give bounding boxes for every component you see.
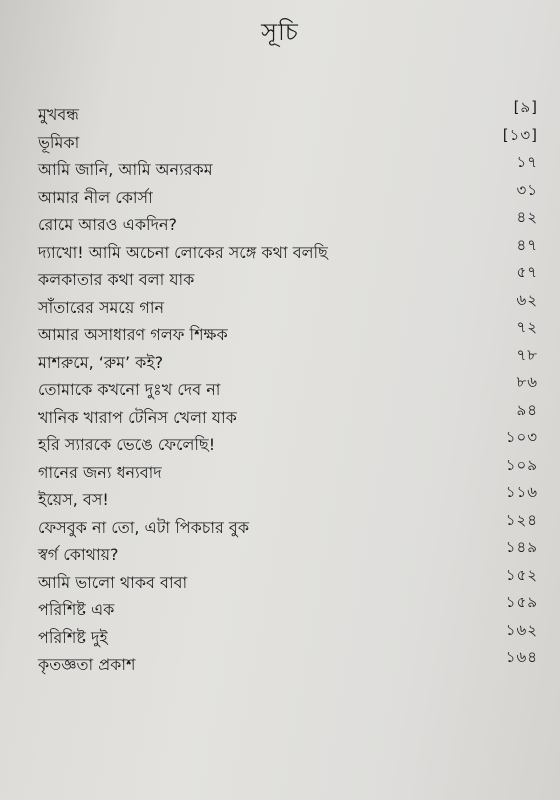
toc-entry-page-number: ৯৪	[516, 400, 538, 419]
toc-entry-title: তোমাকে কখনো দুঃখ দেব না	[38, 380, 221, 399]
toc-entry-page-number: ১০৩	[505, 428, 538, 446]
toc-entry-page-number: ১৭	[516, 153, 538, 171]
toc-entry-title: ভূমিকা	[38, 132, 80, 152]
toc-row	[38, 206, 538, 234]
toc-entry-title: আমার নীল কোর্সা	[38, 187, 153, 207]
toc-entry-page-number: [১৩]	[502, 125, 538, 144]
toc-entry-title: খানিক খারাপ টেনিস খেলা যাক	[38, 407, 237, 427]
toc-entry-title: হরি স্যারকে ভেঙে ফেলেছি!	[38, 435, 216, 454]
toc-row	[38, 426, 538, 454]
toc-entry-page-number: [৯]	[513, 98, 538, 116]
toc-row	[38, 646, 538, 674]
toc-entry-title: গানের জন্য ধন্যবাদ	[38, 462, 162, 482]
toc-entry-page-number: ৮৬	[516, 373, 538, 391]
toc-entry-title: ফেসবুক না তো, এটা পিকচার বুক	[38, 517, 250, 537]
toc-row	[38, 96, 538, 124]
toc-row	[38, 344, 538, 372]
page-title: সূচি	[261, 18, 299, 46]
toc-entry-title: ইয়েস, বস!	[38, 490, 109, 509]
toc-entry-title: রোমে আরও একদিন?	[38, 215, 178, 234]
toc-entry-page-number: ৩১	[516, 180, 538, 199]
toc-entry-page-number: ৪২	[516, 208, 538, 226]
toc-entry-page-number: ১০৯	[505, 455, 538, 474]
toc-row	[38, 454, 538, 482]
toc-entry-title: দ্যাখো! আমি অচেনা লোকের সঙ্গে কথা বলছি	[38, 242, 328, 262]
toc-row	[38, 316, 538, 344]
toc-row	[38, 564, 538, 592]
toc-entry-title: মুখবন্ধ	[38, 105, 79, 124]
toc-entry-title: কলকাতার কথা বলা যাক	[38, 270, 195, 289]
toc-entry-page-number: ১১৬	[505, 483, 538, 501]
table-of-contents	[38, 96, 538, 674]
toc-entry-page-number: ৭৮	[516, 345, 538, 364]
toc-entry-page-number: ৬২	[516, 290, 538, 309]
toc-entry-page-number: ১৫২	[505, 565, 538, 584]
toc-row	[38, 234, 538, 262]
toc-entry-page-number: ১৬২	[505, 620, 538, 639]
toc-entry-page-number: ১৬৪	[505, 648, 538, 666]
toc-row	[38, 536, 538, 564]
toc-entry-title: পরিশিষ্ট দুই	[38, 627, 108, 647]
toc-row	[38, 509, 538, 537]
toc-row	[38, 591, 538, 619]
toc-row	[38, 261, 538, 289]
toc-entry-title: মাশরুমে, ‘রুম’ কই?	[38, 352, 164, 372]
toc-entry-title: আমার অসাধারণ গলফ শিক্ষক	[38, 325, 228, 344]
toc-row	[38, 371, 538, 399]
toc-entry-page-number: ১২৪	[505, 510, 538, 529]
toc-row	[38, 481, 538, 509]
toc-entry-page-number: ৪৭	[516, 235, 538, 254]
toc-entry-title: কৃতজ্ঞতা প্রকাশ	[38, 655, 136, 674]
toc-entry-title: সাঁতারের সময়ে গান	[38, 297, 165, 317]
toc-row	[38, 151, 538, 179]
toc-entry-page-number: ৫৭	[516, 263, 538, 281]
toc-row	[38, 399, 538, 427]
toc-row	[38, 289, 538, 317]
toc-row	[38, 124, 538, 152]
toc-entry-page-number: ১৫৯	[505, 593, 538, 611]
toc-entry-title: আমি জানি, আমি অন্যরকম	[38, 160, 213, 179]
toc-row	[38, 179, 538, 207]
toc-entry-page-number: ১৪৯	[505, 538, 538, 556]
toc-row	[38, 619, 538, 647]
toc-entry-title: পরিশিষ্ট এক	[38, 600, 115, 619]
toc-entry-title: আমি ভালো থাকব বাবা	[38, 572, 188, 592]
toc-entry-page-number: ৭২	[516, 318, 538, 336]
toc-entry-title: স্বর্গ কোথায়?	[38, 545, 119, 564]
